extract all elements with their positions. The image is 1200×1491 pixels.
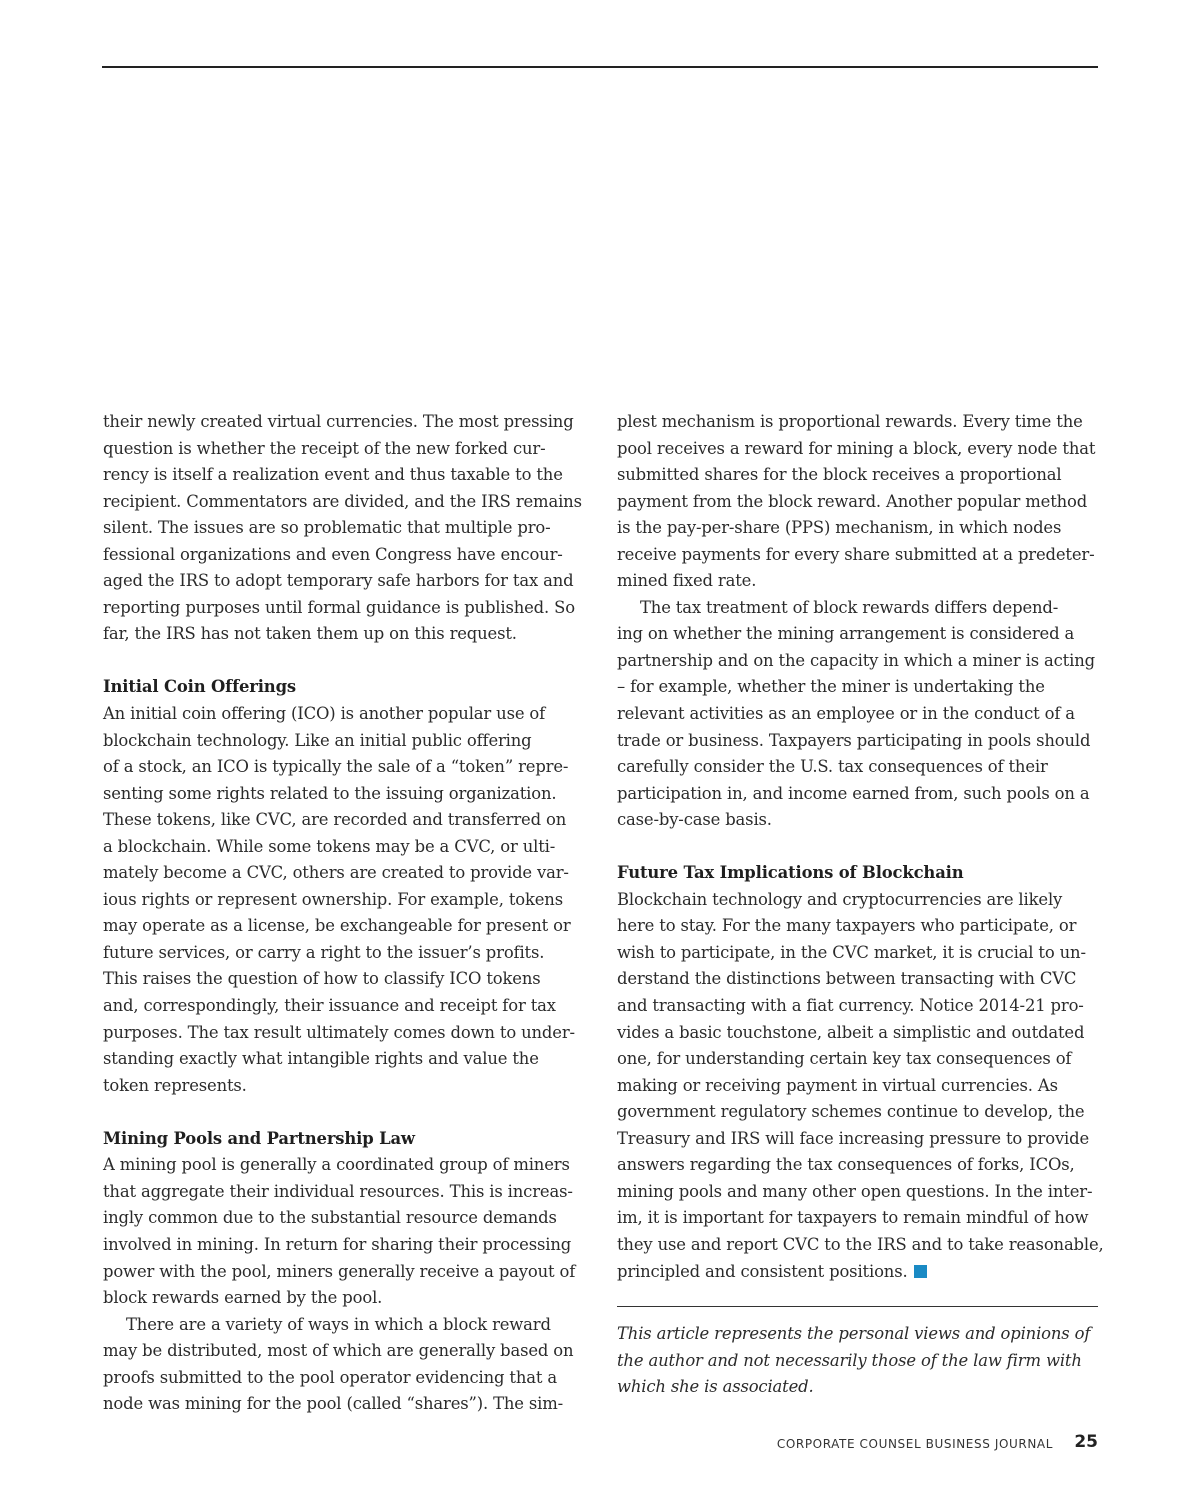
text-line: reporting purposes until formal guidance is published. So — [103, 597, 575, 617]
text-line: question is whether the receipt of the new forked cur- — [103, 438, 546, 458]
text-line: pool receives a reward for mining a block, every node that — [617, 438, 1096, 458]
text-line: ious rights or represent ownership. For example, tokens — [103, 889, 563, 909]
paragraph-gap — [617, 834, 1099, 861]
heading-mining-pools: Mining Pools and Partnership Law — [103, 1128, 415, 1148]
text-line: ingly common due to the substantial resource demands — [103, 1208, 557, 1228]
paragraph-ico — [103, 701, 585, 1099]
text-line: which she is associated. — [617, 1377, 814, 1397]
text-line: carefully consider the U.S. tax consequences of their — [617, 757, 1048, 777]
text-line: purposes. The tax result ultimately comes down to under- — [103, 1022, 575, 1042]
text-line: Blockchain technology and cryptocurrencies are likely — [617, 889, 1063, 909]
text-line: proofs submitted to the pool operator evidencing that a — [103, 1367, 558, 1387]
text-line: senting some rights related to the issuing organization. — [103, 783, 557, 803]
paragraph-gap — [103, 1099, 585, 1126]
text-line: An initial coin offering (ICO) is another popular use of — [103, 704, 546, 724]
text-line: fessional organizations and even Congress have encour- — [103, 544, 563, 564]
text-line: This raises the question of how to classify ICO tokens — [103, 969, 541, 989]
text-line: standing exactly what intangible rights and value the — [103, 1049, 539, 1069]
text-line: a blockchain. While some tokens may be a CVC, or ulti- — [103, 836, 556, 856]
text-line: principled and consistent positions. — [617, 1259, 1099, 1286]
paragraph-mining-pools — [103, 1152, 585, 1311]
text-line: Treasury and IRS will face increasing pressure to provide — [617, 1128, 1090, 1148]
text-line: here to stay. For the many taxpayers who participate, or — [617, 916, 1077, 936]
disclaimer — [617, 1321, 1099, 1401]
text-line: relevant activities as an employee or in the conduct of a — [617, 704, 1075, 724]
text-line: power with the pool, miners generally receive a payout of — [103, 1261, 576, 1281]
text-line: and transacting with a fiat currency. Notice 2014-21 pro- — [617, 996, 1084, 1016]
text-line: token represents. — [103, 1075, 247, 1095]
text-line: plest mechanism is proportional rewards. Every time the — [617, 412, 1083, 431]
text-line: far, the IRS has not taken them up on this request. — [103, 624, 517, 644]
text-line: may be distributed, most of which are generally based on — [103, 1341, 574, 1361]
text-line: mined fixed rate. — [617, 571, 757, 591]
text-line: These tokens, like CVC, are recorded and transferred on — [103, 810, 567, 830]
text-line: This article represents the personal views and opinions of — [617, 1324, 1091, 1343]
heading-initial-coin-offerings: Initial Coin Offerings — [103, 677, 296, 697]
text-line: block rewards earned by the pool. — [103, 1288, 383, 1308]
text-line: participation in, and income earned from, such pools on a — [617, 783, 1090, 803]
text-line: silent. The issues are so problematic that multiple pro- — [103, 518, 551, 538]
page-number: 25 — [1074, 1432, 1098, 1452]
text-line: rency is itself a realization event and thus taxable to the — [103, 465, 563, 485]
paragraph-gap — [103, 648, 585, 675]
text-line: mately become a CVC, others are created to provide var- — [103, 863, 569, 883]
text-line: A mining pool is generally a coordinated group of miners — [103, 1155, 570, 1175]
text-line: node was mining for the pool (called “shares”). The sim- — [103, 1394, 564, 1414]
text-line: derstand the distinctions between transacting with CVC — [617, 969, 1077, 989]
text-line: one, for understanding certain key tax consequences of — [617, 1049, 1072, 1069]
left-column — [103, 409, 585, 1418]
text-line: future services, or carry a right to the issuer’s profits. — [103, 942, 545, 962]
text-line: vides a basic touchstone, albeit a simplistic and outdated — [617, 1022, 1085, 1042]
top-rule — [102, 66, 1098, 68]
text-line: submitted shares for the block receives a proportional — [617, 465, 1062, 485]
text-line: receive payments for every share submitted at a predeter- — [617, 544, 1095, 564]
text-line: mining pools and many other open questions. In the inter- — [617, 1181, 1093, 1201]
text-line: blockchain technology. Like an initial public offering — [103, 730, 532, 750]
text-line: that aggregate their individual resources. This is increas- — [103, 1181, 573, 1201]
text-line: government regulatory schemes continue to develop, the — [617, 1102, 1085, 1122]
text-line: payment from the block reward. Another popular method — [617, 491, 1088, 511]
disclaimer-rule — [617, 1306, 1098, 1307]
paragraph-future — [617, 887, 1104, 1285]
text-line: ing on whether the mining arrangement is considered a — [617, 624, 1075, 644]
footer-journal-name: CORPORATE COUNSEL BUSINESS JOURNAL — [776, 1437, 1053, 1451]
text-line: – for example, whether the miner is undertaking the — [617, 677, 1045, 697]
text-line: their newly created virtual currencies. The most pressing — [103, 412, 574, 431]
text-line: im, it is important for taxpayers to remain mindful of how — [617, 1208, 1089, 1228]
text-line: is the pay-per-share (PPS) mechanism, in which nodes — [617, 518, 1062, 538]
text-line: answers regarding the tax consequences of forks, ICOs, — [617, 1155, 1075, 1175]
text-line: may operate as a license, be exchangeable for present or — [103, 916, 571, 936]
text-line: case-by-case basis. — [617, 810, 772, 830]
end-of-article-square-icon — [914, 1265, 927, 1278]
text-line: of a stock, an ICO is typically the sale of a “token” repre- — [103, 757, 569, 777]
text-line: they use and report CVC to the IRS and to take reasonable, — [617, 1234, 1104, 1254]
text-line: involved in mining. In return for sharing their processing — [103, 1234, 572, 1254]
heading-future-tax-implications: Future Tax Implications of Blockchain — [617, 863, 964, 883]
text-line: making or receiving payment in virtual currencies. As — [617, 1075, 1058, 1095]
text-line: wish to participate, in the CVC market, it is crucial to un- — [617, 942, 1086, 962]
text-line: and, correspondingly, their issuance and receipt for tax — [103, 996, 556, 1016]
text-line: aged the IRS to adopt temporary safe harbors for tax and — [103, 571, 574, 591]
text-line: partnership and on the capacity in which a miner is acting — [617, 650, 1095, 670]
text-line: There are a variety of ways in which a block reward — [126, 1314, 551, 1334]
paragraph-proportional-rewards — [617, 409, 1099, 595]
text-line: trade or business. Taxpayers participating in pools should — [617, 730, 1091, 750]
paragraph-block-reward-distribution — [103, 1312, 585, 1418]
text-line: the author and not necessarily those of the law firm with — [617, 1350, 1082, 1370]
text-line: recipient. Commentators are divided, and the IRS remains — [103, 491, 582, 511]
paragraph-forks — [103, 409, 585, 648]
text-line: The tax treatment of block rewards differs depend- — [640, 597, 1059, 617]
paragraph-tax-treatment — [617, 595, 1099, 834]
right-column — [617, 409, 1104, 1285]
